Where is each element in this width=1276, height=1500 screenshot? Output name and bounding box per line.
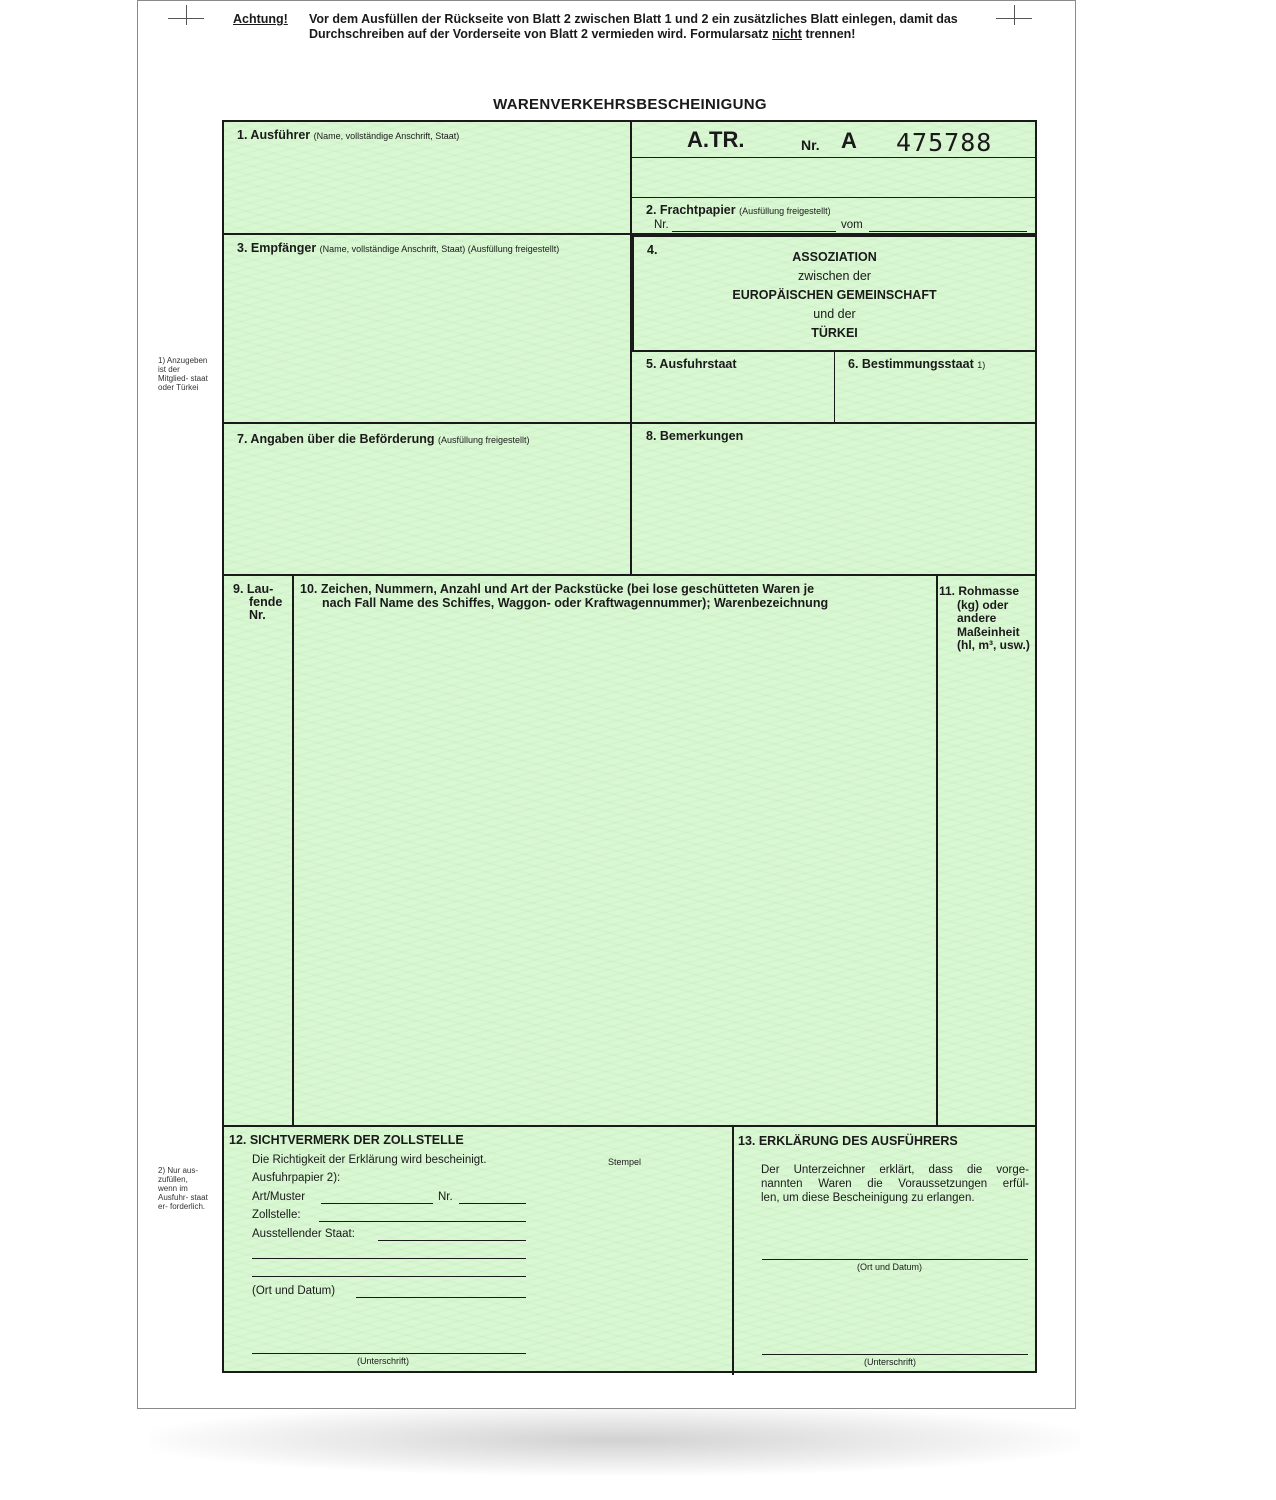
field2-label: 2. Frachtpapier (Ausfüllung freigestellt) <box>646 203 831 217</box>
field12-extra-line-2[interactable] <box>252 1276 526 1277</box>
field12-place-date-label: (Ort und Datum) <box>252 1285 336 1297</box>
field12-confirm: Die Richtigkeit der Erklärung wird bescheinigt. <box>252 1154 487 1166</box>
nr-label: Nr. <box>801 137 820 153</box>
field10-label: 10. Zeichen, Nummern, Anzahl und Art der Packstücke (bei lose geschütteten Waren je nach Fall Name des Schiffes, Waggon- oder Kraftwagennummer); Warenbezeichnung <box>300 582 829 610</box>
association-line2: zwischen der <box>798 269 871 283</box>
field13-place-date-label: (Ort und Datum) <box>857 1262 923 1272</box>
notice-line-2: Durchschreiben auf der Vorderseite von Blatt 2 vermieden wird. Formularsatz nicht trennen! <box>309 27 856 41</box>
divider-field5-6 <box>834 352 835 424</box>
field12-extra-line-1[interactable] <box>252 1258 526 1259</box>
field5-label: 5. Ausfuhrstaat <box>646 357 737 371</box>
divider-header <box>632 157 1037 158</box>
field2-vom-input[interactable] <box>869 231 1027 232</box>
page-shadow <box>150 1405 1080 1475</box>
association-line1: ASSOZIATION <box>792 250 877 264</box>
certificate-number: 475788 <box>896 128 993 157</box>
field12-label: 12. SICHTVERMERK DER ZOLLSTELLE <box>229 1133 464 1147</box>
field1-label: 1. Ausführer (Name, vollständige Anschrift, Staat) <box>237 128 460 142</box>
field7-label: 7. Angaben über die Beförderung (Ausfüllung freigestellt) <box>237 432 530 446</box>
field12-nr-label: Nr. <box>438 1191 453 1203</box>
field12-issuing-state-input[interactable] <box>378 1240 526 1241</box>
field12-type-input[interactable] <box>321 1203 433 1204</box>
field12-signature-label: (Unterschrift) <box>357 1356 410 1366</box>
divider-field10-11 <box>936 576 938 1126</box>
field5-input[interactable] <box>636 376 830 418</box>
field1-input[interactable] <box>230 146 624 230</box>
field13-place-date-input[interactable] <box>762 1259 1028 1260</box>
form-grid <box>222 120 1037 1373</box>
divider-row3 <box>224 574 1037 576</box>
field13-signature-label: (Unterschrift) <box>864 1357 917 1367</box>
association-line3: EUROPÄISCHEN GEMEINSCHAFT <box>732 288 937 302</box>
field12-place-date-input[interactable] <box>356 1297 526 1298</box>
field12-nr-input[interactable] <box>459 1203 526 1204</box>
notice-line-1: Vor dem Ausfüllen der Rückseite von Blatt 2 zwischen Blatt 1 und 2 ein zusätzliches Blatt einlegen, damit das <box>309 12 958 26</box>
field3-input[interactable] <box>230 260 624 418</box>
divider-field2 <box>632 197 1037 198</box>
field12-signature-input[interactable] <box>252 1353 526 1354</box>
notice-emphasis: nicht <box>772 27 802 41</box>
atr-code: A.TR. <box>687 127 745 152</box>
field10-input[interactable] <box>298 616 930 1122</box>
series-letter: A <box>841 128 857 153</box>
divider-row2 <box>224 422 1037 424</box>
field12-office-input[interactable] <box>319 1221 526 1222</box>
field2-vom-label: vom <box>841 219 863 231</box>
field9-input[interactable] <box>228 622 288 1122</box>
field6-label: 6. Bestimmungsstaat 1) <box>848 357 986 371</box>
field7-input[interactable] <box>230 450 624 570</box>
field11-input[interactable] <box>942 657 1032 1122</box>
association-line4: und der <box>813 307 856 321</box>
field13-label: 13. ERKLÄRUNG DES AUSFÜHRERS <box>738 1134 958 1148</box>
field4-label: 4. <box>647 243 658 257</box>
association-line5: TÜRKEI <box>811 326 858 340</box>
field8-label: 8. Bemerkungen <box>646 429 744 443</box>
crop-mark-right-v <box>1014 5 1015 25</box>
field6-input[interactable] <box>838 376 1032 418</box>
form-title: WARENVERKEHRSBESCHEINIGUNG <box>493 96 767 113</box>
field9-label: 9. Lau- fende Nr. <box>233 582 283 622</box>
margin-note-1: 1) Anzugeben ist der Mitglied- staat oder Türkei <box>158 356 208 392</box>
divider-row4 <box>224 1125 1037 1127</box>
notice-label: Achtung! <box>233 12 288 26</box>
field12-issuing-state-label: Ausstellender Staat: <box>252 1228 355 1240</box>
field4-text <box>632 248 1037 343</box>
notice-text <box>309 12 989 42</box>
field12-type-label: Art/Muster <box>252 1191 306 1203</box>
crop-mark-left-v <box>186 5 187 25</box>
field2-nr-label: Nr. <box>654 219 669 231</box>
divider-field12-13 <box>732 1127 734 1375</box>
field13-declaration: Der Unterzeichner erklärt, dass die vorge- nannten Waren die Voraussetzungen erfül- len, um diese Bescheinigung zu erlangen. <box>761 1164 1029 1204</box>
field3-label: 3. Empfänger (Name, vollständige Anschrift, Staat) (Ausfüllung freigestellt) <box>237 241 560 255</box>
field11-label: 11. Rohmasse (kg) oder andere Maßeinheit (hl, m³, usw.) <box>939 584 1030 652</box>
field12-office-label: Zollstelle: <box>252 1209 301 1221</box>
field12-export-doc: Ausfuhrpapier 2): <box>252 1172 341 1184</box>
margin-note-2: 2) Nur aus- zufüllen, wenn im Ausfuhr- staat er- forderlich. <box>158 1166 208 1211</box>
divider-field9-10 <box>292 576 294 1126</box>
field8-input[interactable] <box>636 448 1032 570</box>
field12-stamp-label: Stempel <box>608 1157 642 1167</box>
field2-nr-input[interactable] <box>672 231 836 232</box>
field13-signature-input[interactable] <box>762 1354 1028 1355</box>
